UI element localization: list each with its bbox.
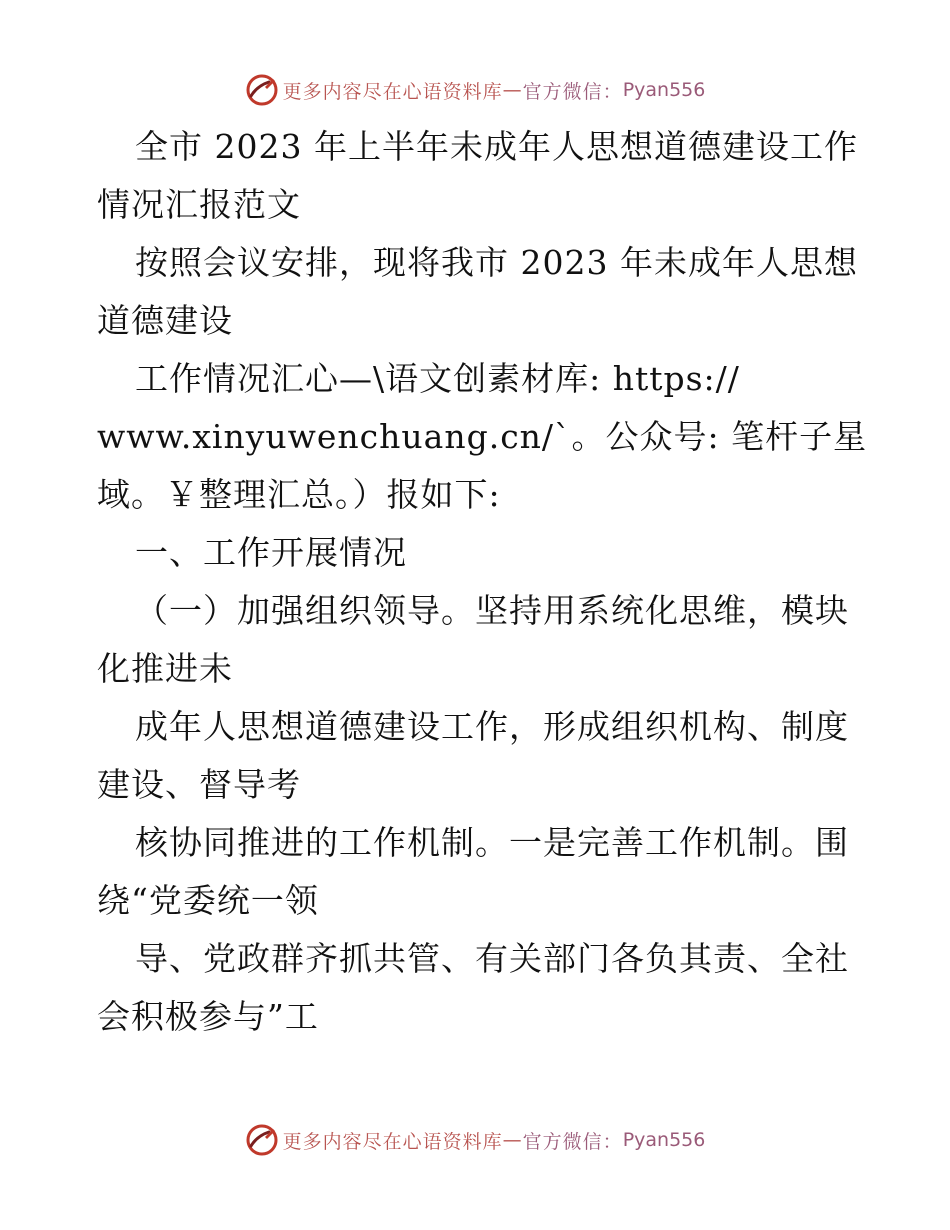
footer-site-text: 更多内容尽在心语资料库: [282, 1130, 503, 1153]
header-dash: —: [502, 79, 523, 101]
header-banner: [0, 70, 950, 110]
document-body: [97, 118, 868, 1046]
title-line-2: 情况汇报范文: [97, 185, 301, 224]
paragraph-line: 按照会议安排，现将我市 2023 年未成年人思想: [135, 243, 858, 282]
header-wechat-label: 官方微信：: [522, 80, 623, 103]
paragraph-line: 核协同推进的工作机制。一是完善工作机制。围: [135, 823, 849, 862]
paragraph-line: 成年人思想道德建设工作，形成组织机构、制度: [135, 707, 849, 746]
pen-logo-icon: [245, 73, 279, 107]
paragraph-line: 建设、督导考: [97, 765, 301, 804]
footer-dash: —: [502, 1129, 523, 1151]
paragraph-line: 工作情况汇心—\语文创素材库: https://: [135, 359, 740, 398]
footer-wechat-label: 官方微信：: [522, 1130, 623, 1153]
paragraph-line: 绕“党委统一领: [97, 881, 319, 920]
title-line-1: 全市 2023 年上半年未成年人思想道德建设工作: [135, 127, 858, 166]
footer-wechat-id: Pyan556: [622, 1129, 706, 1151]
pen-logo-icon: [245, 1123, 279, 1157]
header-wechat-id: Pyan556: [622, 79, 706, 101]
paragraph-line: （一）加强组织领导。坚持用系统化思维，模块: [135, 591, 849, 630]
section-heading: 一、工作开展情况: [135, 533, 407, 572]
footer-banner: [0, 1120, 950, 1160]
paragraph-line: 会积极参与”工: [97, 997, 319, 1036]
paragraph-line: 域。￥整理汇总。）报如下:: [97, 475, 501, 514]
paragraph-line: 导、党政群齐抓共管、有关部门各负其责、全社: [135, 939, 849, 978]
paragraph-line: 道德建设: [97, 301, 233, 340]
paragraph-line: www.xinyuwenchuang.cn/`。公众号: 笔杆子星: [97, 417, 868, 456]
paragraph-line: 化推进未: [97, 649, 233, 688]
header-site-text: 更多内容尽在心语资料库: [282, 80, 503, 103]
